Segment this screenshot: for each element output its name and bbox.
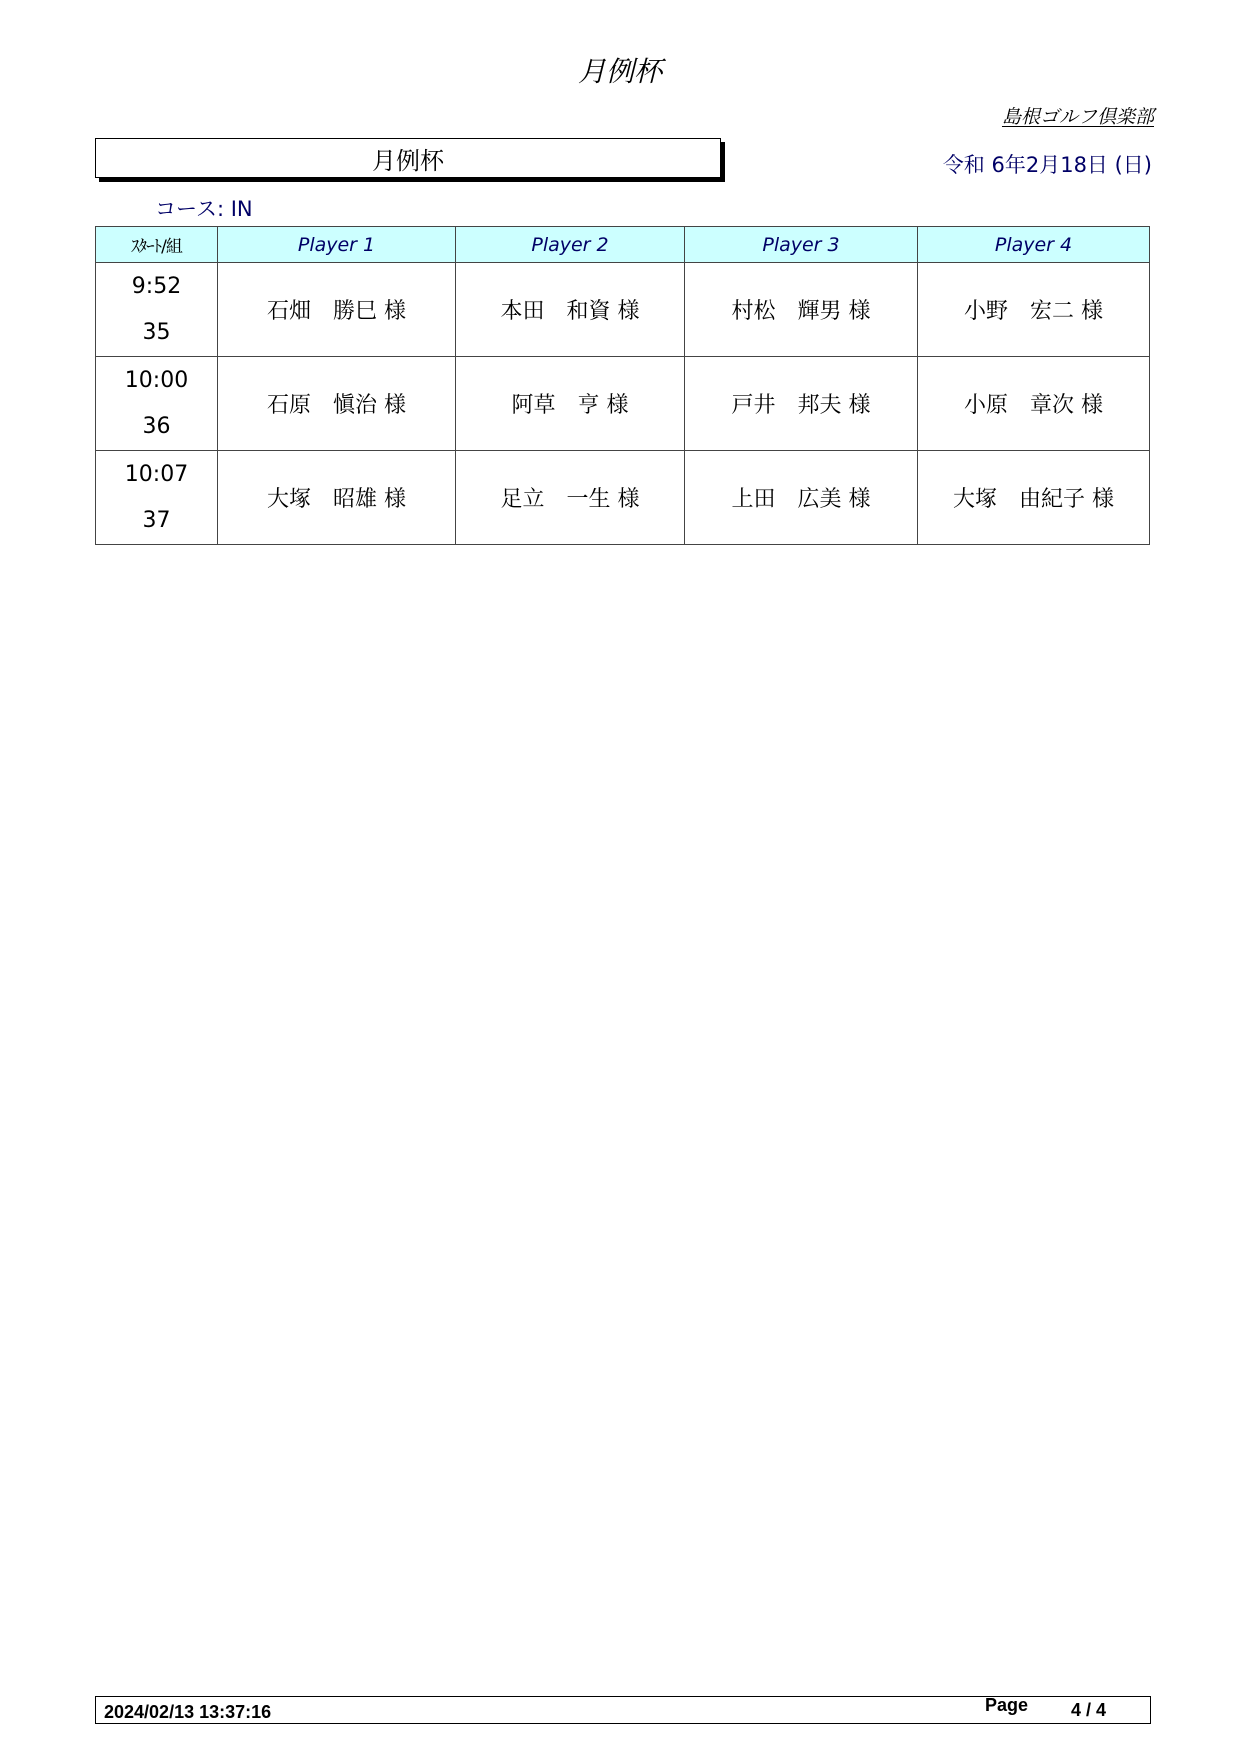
player-cell: 上田 広美 様 [685,451,918,545]
page-footer [95,1696,1151,1724]
table-row [96,357,1150,451]
player-cell: 小原 章次 様 [918,357,1150,451]
event-title-box [95,138,721,178]
player-cell: 阿草 亨 様 [456,357,685,451]
document-heading: 月例杯 [577,55,662,88]
player-cell: 石畑 勝巳 様 [218,263,456,357]
column-header-player-2: Player 2 [456,227,685,263]
page-label: Page [985,1695,1029,1715]
player-cell: 大塚 昭雄 様 [218,451,456,545]
start-cell [96,357,218,451]
start-time: 10:00 [124,367,189,393]
column-header-player-1: Player 1 [218,227,456,263]
start-time: 9:52 [131,273,182,299]
player-cell: 戸井 邦夫 様 [685,357,918,451]
table-row [96,263,1150,357]
printed-timestamp: 2024/02/13 13:37:16 [104,1702,272,1722]
group-number: 37 [142,507,171,533]
course-label: コース: IN [155,197,253,221]
player-cell: 村松 輝男 様 [685,263,918,357]
player-cell: 石原 愼治 様 [218,357,456,451]
start-cell [96,263,218,357]
start-cell [96,451,218,545]
event-date: 令和 6年2月18日 (日) [942,153,1152,177]
player-cell: 小野 宏二 様 [918,263,1150,357]
event-title: 月例杯 [372,146,444,175]
table-row [96,451,1150,545]
start-draw-table [95,226,1150,545]
column-header-player-4: Player 4 [918,227,1150,263]
club-name: 島根ゴルフ倶楽部 [1001,106,1154,128]
player-cell: 足立 一生 様 [456,451,685,545]
player-cell: 本田 和資 様 [456,263,685,357]
column-header-player-3: Player 3 [685,227,918,263]
group-number: 35 [142,319,171,345]
player-cell: 大塚 由紀子 様 [918,451,1150,545]
table-header-row [96,227,1150,263]
column-header-start-group: ｽﾀｰﾄ/組 [96,227,218,263]
page-number: 4 / 4 [1071,1700,1107,1720]
group-number: 36 [142,413,171,439]
start-time: 10:07 [124,461,189,487]
